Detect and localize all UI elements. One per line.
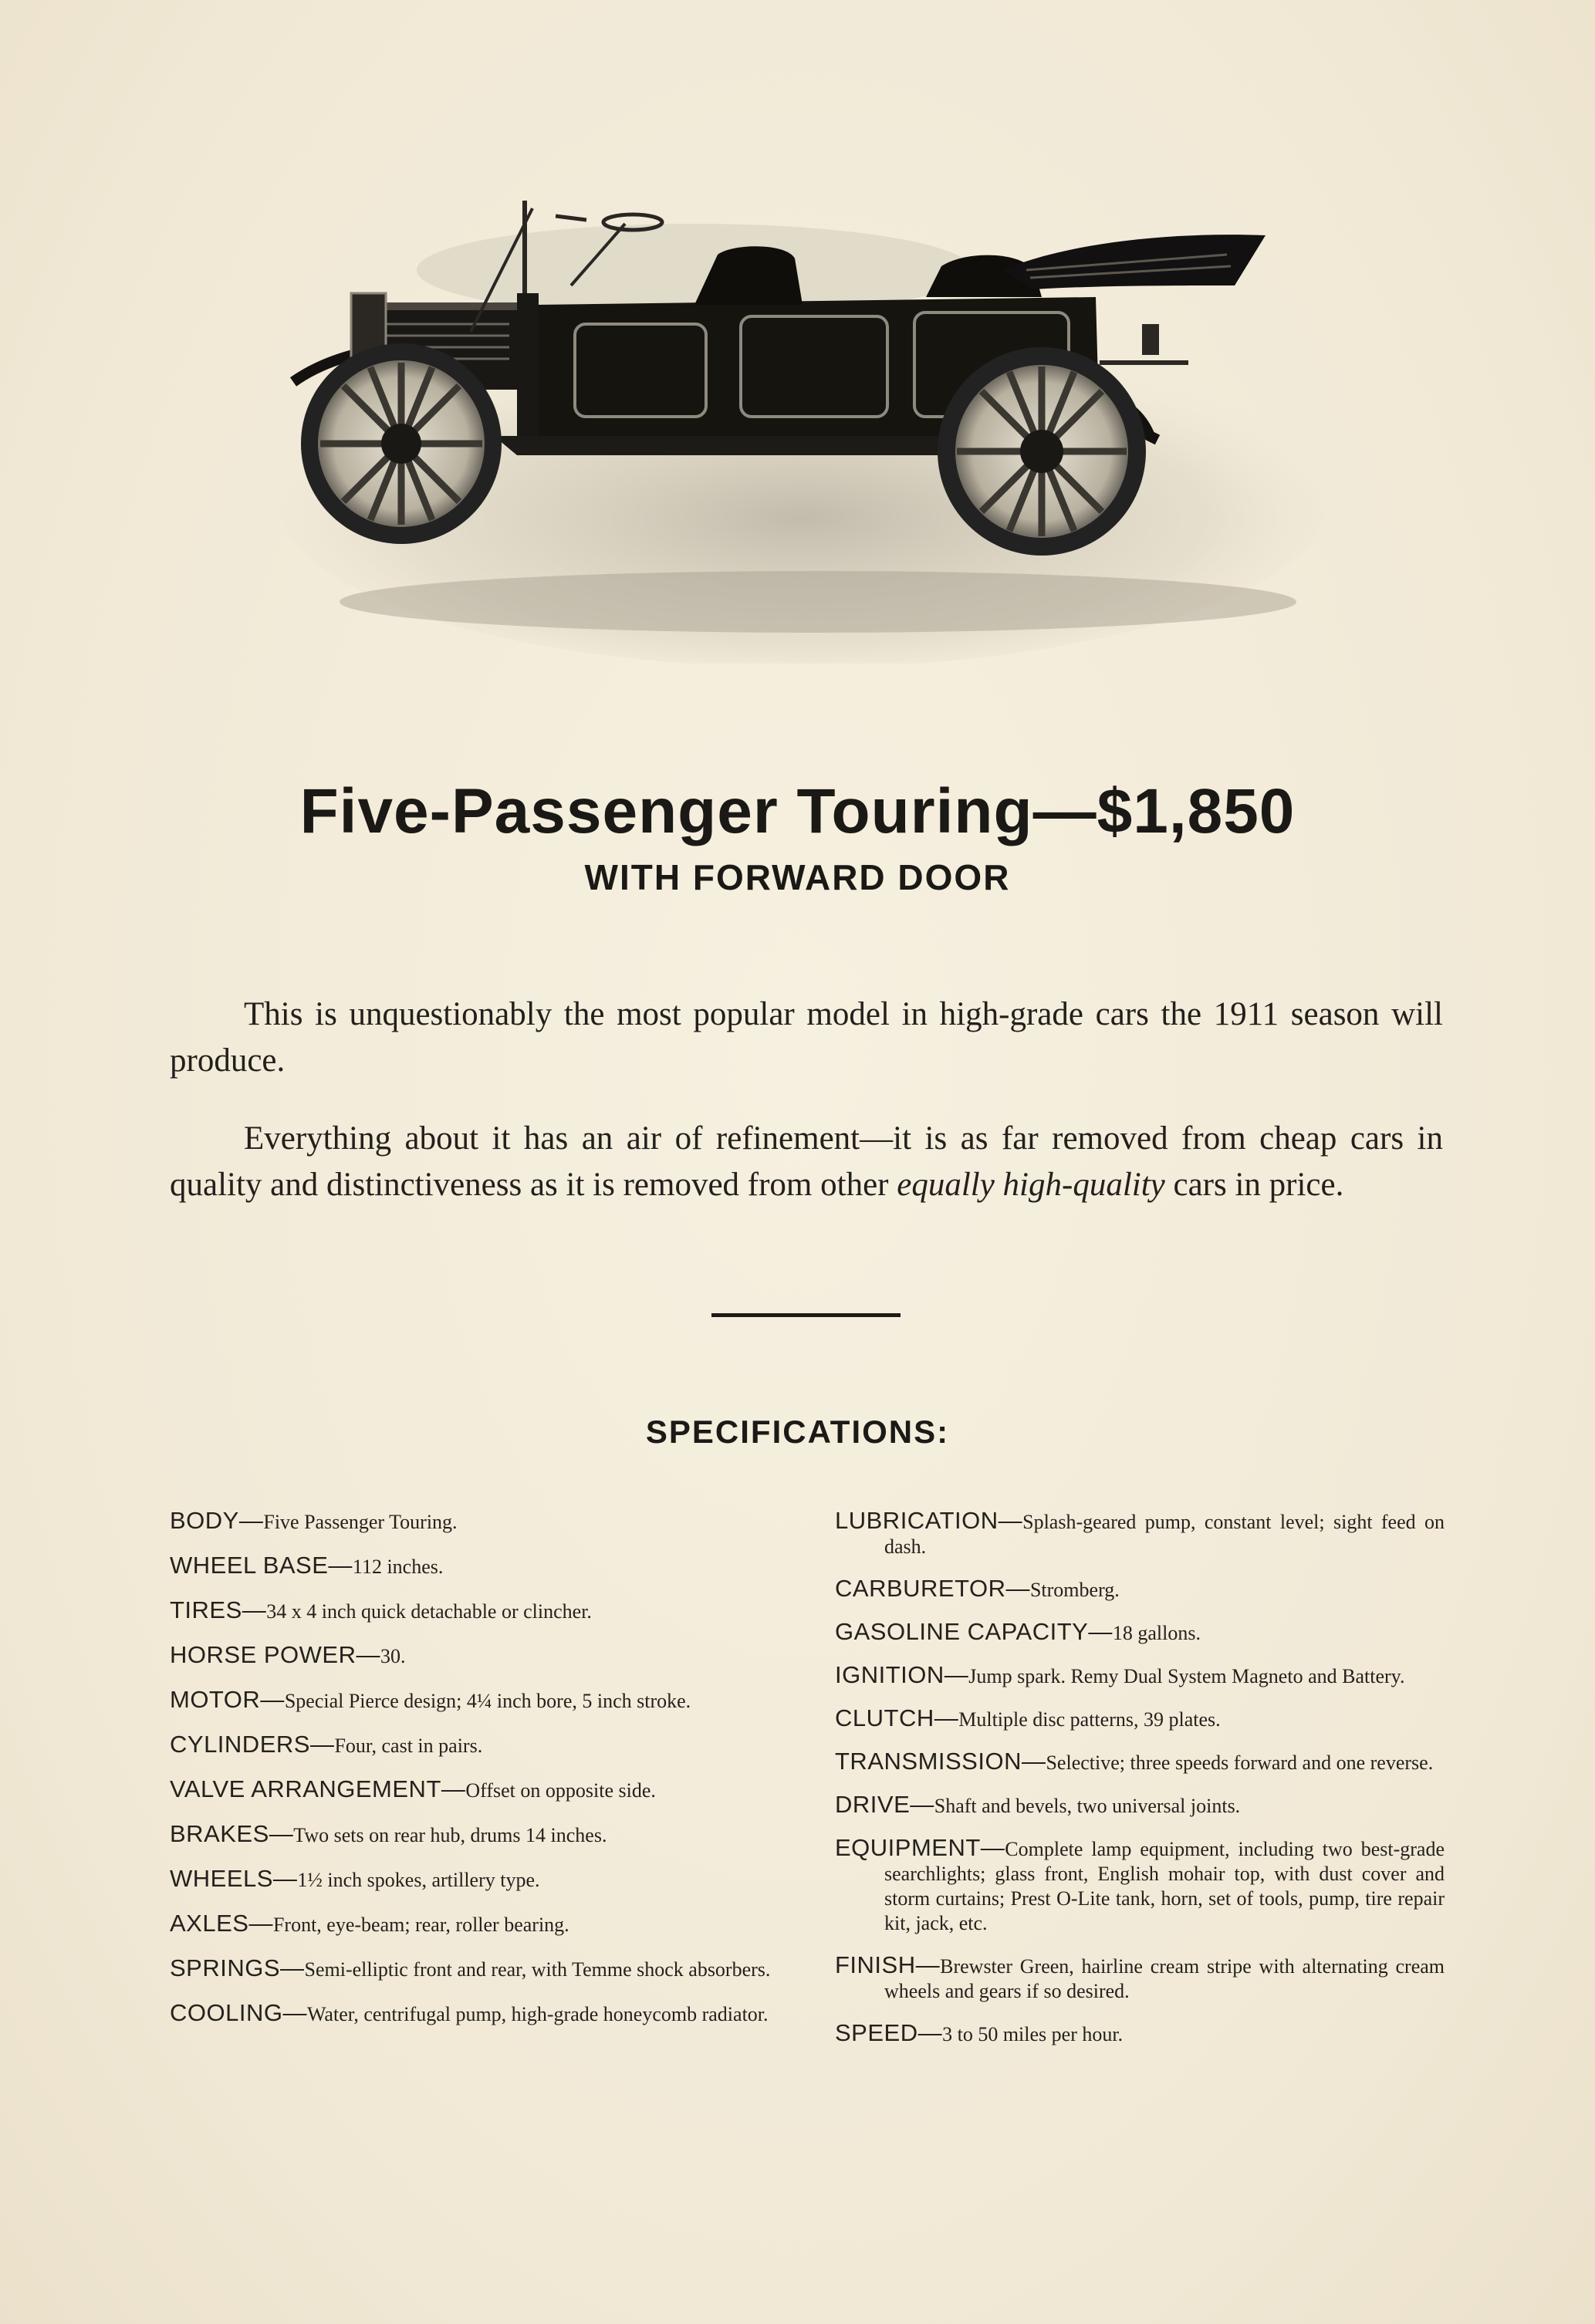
intro-paragraph-1 [170, 991, 1443, 1084]
spec-item: WHEEL BASE—112 inches. [170, 1552, 444, 1579]
specs-left-column [170, 1508, 772, 2045]
spec-item: WHEELS—1½ inch spokes, artillery type. [170, 1865, 540, 1892]
spec-item: GASOLINE CAPACITY—18 gallons. [835, 1618, 1201, 1645]
rear-wheel [938, 347, 1146, 556]
intro-text-1: This is unquestionably the most popular model in high-grade cars the 1911 season will produce. [170, 996, 1443, 1079]
spec-item: CLUTCH—Multiple disc patterns, 39 plates. [835, 1704, 1221, 1731]
specs-right-column [835, 1508, 1445, 2064]
spec-item: LUBRICATION—Splash-geared pump, constant level; sight feed on dash. [835, 1507, 1445, 1558]
model-subtitle: WITH FORWARD DOOR [584, 857, 1011, 897]
spec-item: BRAKES—Two sets on rear hub, drums 14 inches. [170, 1820, 607, 1847]
spec-item: AXLES—Front, eye-beam; rear, roller bearing. [170, 1910, 569, 1937]
spec-item: VALVE ARRANGEMENT—Offset on opposite side. [170, 1775, 656, 1802]
touring-car-illustration [262, 170, 1343, 664]
section-divider [711, 1313, 901, 1317]
spec-item: MOTOR—Special Pierce design; 4¼ inch bore, 5 inch stroke. [170, 1686, 691, 1713]
spec-item: SPEED—3 to 50 miles per hour. [835, 2019, 1124, 2046]
specifications-heading: SPECIFICATIONS: [645, 1414, 950, 1450]
intro-emphasis: equally high-quality [897, 1167, 1165, 1203]
spec-item: CYLINDERS—Four, cast in pairs. [170, 1731, 483, 1758]
spec-item: CARBURETOR—Stromberg. [835, 1575, 1120, 1602]
spec-item: BODY—Five Passenger Touring. [170, 1507, 458, 1534]
spec-item: SPRINGS—Semi-elliptic front and rear, with Temme shock absorbers. [170, 1954, 771, 1981]
spec-item: TIRES—34 x 4 inch quick detachable or clincher. [170, 1596, 592, 1623]
spec-item: DRIVE—Shaft and bevels, two universal joints. [835, 1791, 1241, 1818]
intro-text-2a: Everything about it has an air of refinement—it is as far removed from cheap cars in quality and distinctiveness as it is removed from other [170, 1120, 1443, 1203]
spec-item: IGNITION—Jump spark. Remy Dual System Magneto and Battery. [835, 1661, 1405, 1688]
front-wheel [301, 343, 502, 544]
spec-item: TRANSMISSION—Selective; three speeds forward and one reverse. [835, 1748, 1434, 1775]
spec-item: HORSE POWER—30. [170, 1641, 406, 1668]
intro-paragraph-2 [170, 1116, 1443, 1208]
spec-item: COOLING—Water, centrifugal pump, high-grade honeycomb radiator. [170, 1999, 769, 2026]
model-title: Five-Passenger Touring—$1,850 [299, 776, 1296, 846]
spec-item: EQUIPMENT—Complete lamp equipment, including two best-grade searchlights; glass front, English mohair top, with dust cover and storm curtains; Prest O-Lite tank, horn, set of tools, pump, tire repair kit, jack, etc. [835, 1834, 1445, 1934]
spec-item: FINISH—Brewster Green, hairline cream stripe with alternating cream wheels and gears if so desired. [835, 1951, 1445, 2002]
intro-text-2b: cars in price. [1164, 1167, 1344, 1203]
